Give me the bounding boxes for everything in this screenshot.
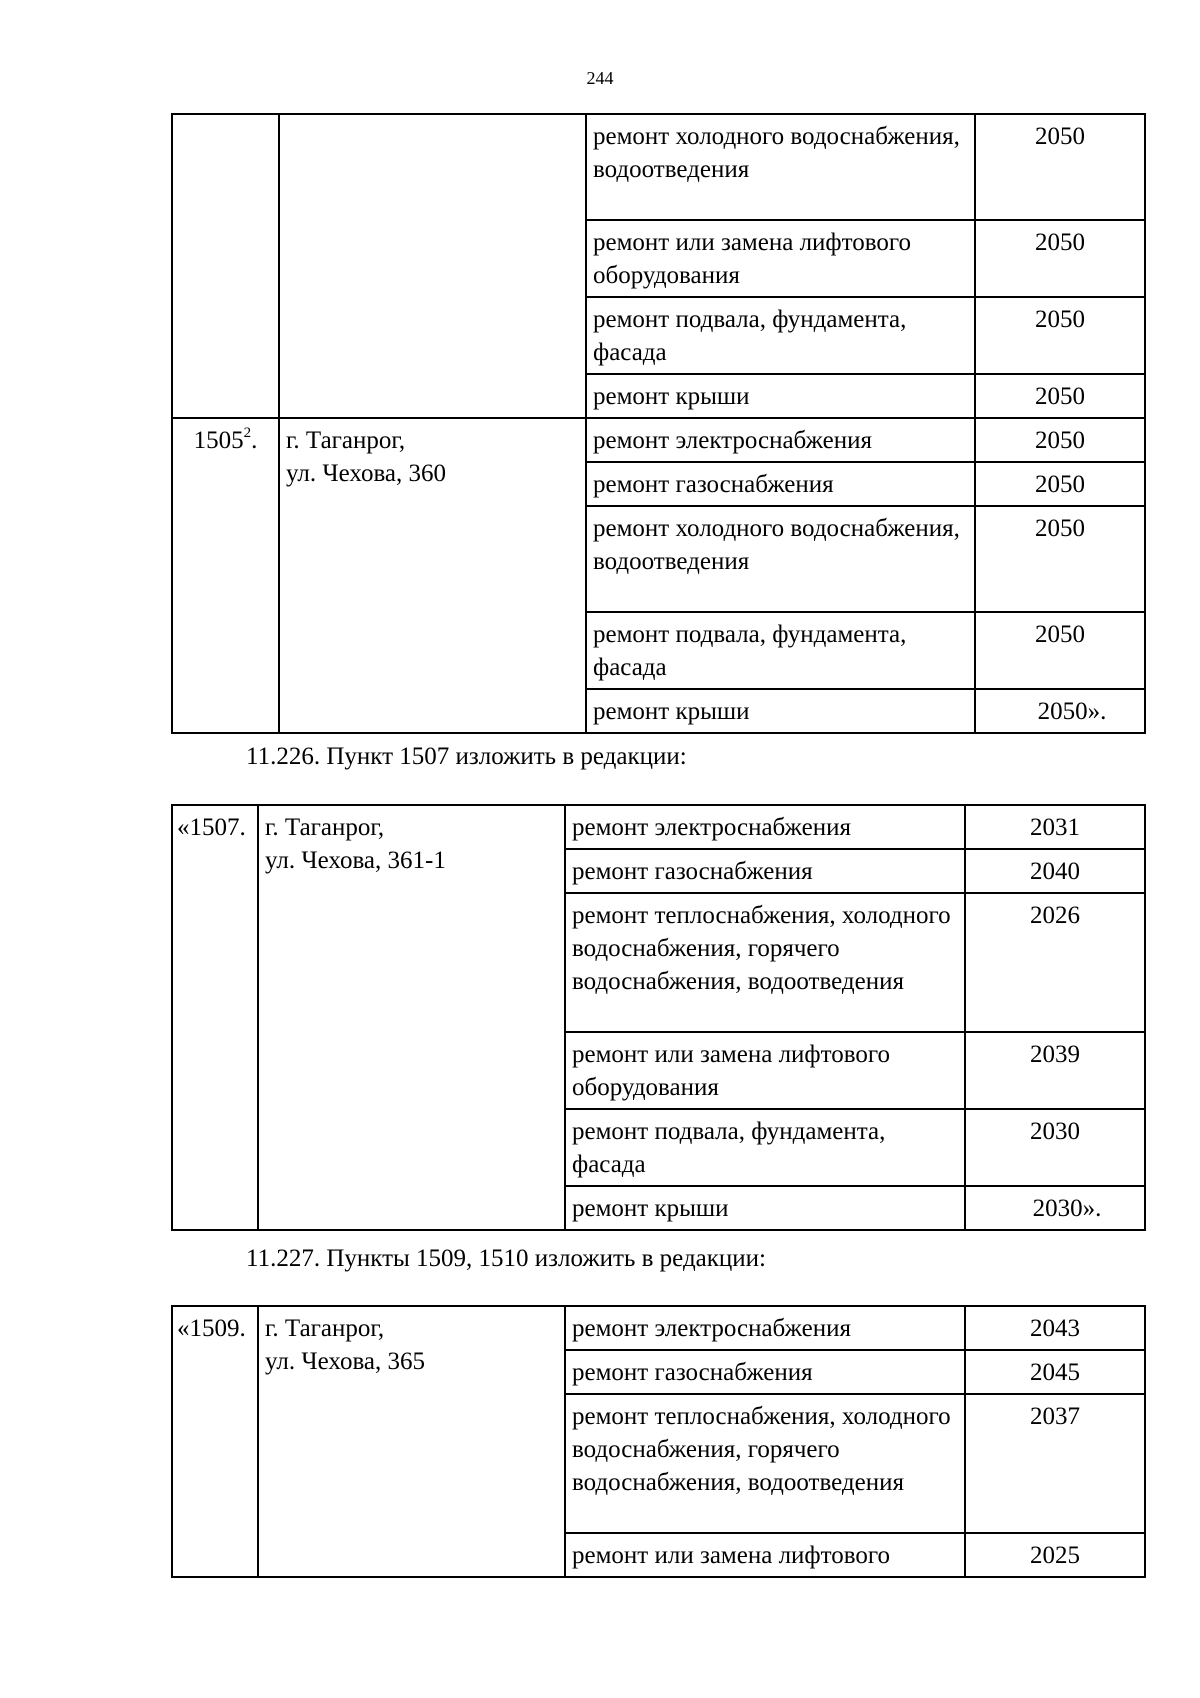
- item-number-suffix: .: [251, 427, 258, 454]
- year-cell: 2050: [975, 506, 1145, 612]
- work-type-cell: ремонт подвала, фундамента, фасада: [565, 1109, 965, 1186]
- work-type-cell: ремонт или замена лифтового оборудования: [565, 1032, 965, 1109]
- year-cell: 2039: [965, 1032, 1145, 1109]
- table-row: [172, 114, 1145, 220]
- year-cell: 2040: [965, 849, 1145, 893]
- address-cell: [258, 1306, 565, 1577]
- year-cell: 2037: [965, 1394, 1145, 1533]
- year-cell: 2030».: [965, 1186, 1145, 1230]
- work-type-cell: ремонт крыши: [586, 374, 975, 418]
- address-city: г. Таганрог,: [286, 427, 406, 454]
- year-cell: 2045: [965, 1350, 1145, 1394]
- work-type-cell: ремонт крыши: [565, 1186, 965, 1230]
- work-type-cell: ремонт газоснабжения: [565, 849, 965, 893]
- amendment-paragraph: 11.227. Пункты 1509, 1510 изложить в редакции:: [246, 1245, 766, 1272]
- work-type-cell: ремонт крыши: [586, 689, 975, 733]
- address-cell: [279, 114, 586, 418]
- item-number-superscript: 2: [243, 424, 252, 441]
- year-cell: 2050: [975, 374, 1145, 418]
- item-number: 1505: [193, 427, 244, 454]
- work-type-cell: ремонт подвала, фундамента, фасада: [586, 612, 975, 689]
- address-city: г. Таганрог,: [265, 1315, 385, 1342]
- year-cell: 2043: [965, 1306, 1145, 1350]
- schedule-table-2: [171, 804, 1146, 1231]
- year-cell: 2050: [975, 418, 1145, 462]
- work-type-cell: ремонт электроснабжения: [565, 805, 965, 849]
- year-cell: 2050: [975, 220, 1145, 297]
- year-cell: 2025: [965, 1533, 1145, 1577]
- work-type-cell: ремонт или замена лифтового оборудования: [586, 220, 975, 297]
- year-cell: 2030: [965, 1109, 1145, 1186]
- year-cell: 2050».: [975, 689, 1145, 733]
- work-type-cell: ремонт теплоснабжения, холодного водоснабжения, горячего водоснабжения, водоотведения: [565, 1394, 965, 1533]
- year-cell: 2031: [965, 805, 1145, 849]
- schedule-table-1: [171, 113, 1146, 734]
- address-cell: [279, 418, 586, 733]
- year-cell: 2050: [975, 297, 1145, 374]
- amendment-paragraph: 11.226. Пункт 1507 изложить в редакции:: [246, 743, 687, 770]
- table-row: [172, 1306, 1145, 1350]
- work-type-cell: ремонт холодного водоснабжения, водоотведения: [586, 506, 975, 612]
- work-type-cell: ремонт газоснабжения: [565, 1350, 965, 1394]
- table-row: [172, 805, 1145, 849]
- work-type-cell: ремонт теплоснабжения, холодного водоснабжения, горячего водоснабжения, водоотведения: [565, 893, 965, 1032]
- address-street: ул. Чехова, 360: [286, 460, 447, 487]
- table-row: [172, 418, 1145, 462]
- item-number-cell: «1507.: [172, 805, 258, 1230]
- year-cell: 2050: [975, 462, 1145, 506]
- year-cell: 2026: [965, 893, 1145, 1032]
- work-type-cell: ремонт электроснабжения: [565, 1306, 965, 1350]
- work-type-cell: ремонт газоснабжения: [586, 462, 975, 506]
- item-number-cell: [172, 418, 279, 733]
- year-cell: 2050: [975, 114, 1145, 220]
- work-type-cell: ремонт холодного водоснабжения, водоотведения: [586, 114, 975, 220]
- address-street: ул. Чехова, 365: [265, 1348, 426, 1375]
- work-type-cell: ремонт или замена лифтового: [565, 1533, 965, 1577]
- schedule-table-3: [171, 1305, 1146, 1578]
- item-number-cell: [172, 114, 279, 418]
- address-city: г. Таганрог,: [265, 814, 385, 841]
- work-type-cell: ремонт подвала, фундамента, фасада: [586, 297, 975, 374]
- address-street: ул. Чехова, 361-1: [265, 847, 446, 874]
- work-type-cell: ремонт электроснабжения: [586, 418, 975, 462]
- page-number: 244: [586, 68, 614, 88]
- year-cell: 2050: [975, 612, 1145, 689]
- address-cell: [258, 805, 565, 1230]
- item-number-cell: «1509.: [172, 1306, 258, 1577]
